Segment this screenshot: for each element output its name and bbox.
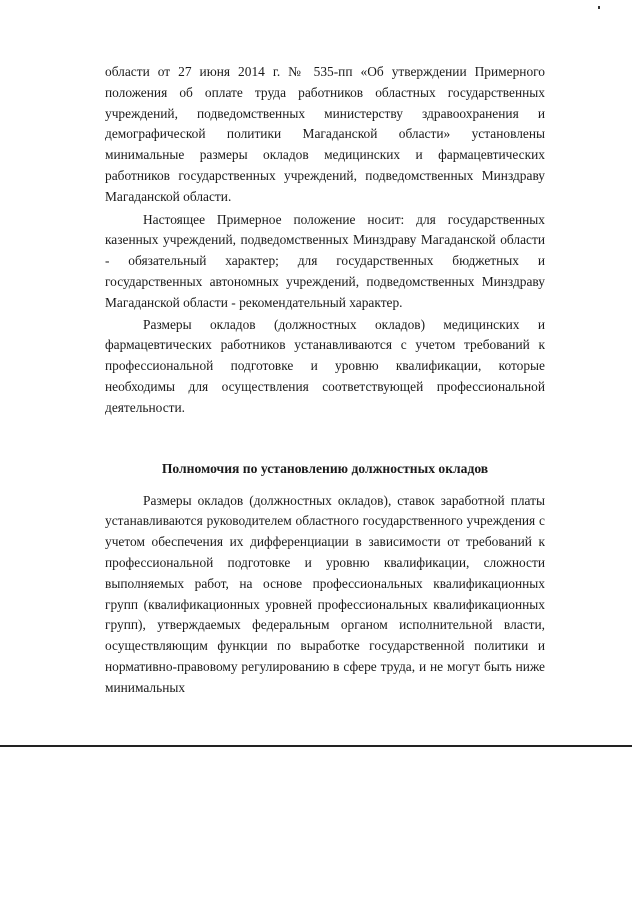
document-page xyxy=(105,62,545,699)
paragraph-scope: Настоящее Примерное положение носит: для государственных казенных учреждений, подведомственных Минздраву Магаданской области - обязательный характер; для государственных бюджетных и государственных автономных учреждений, подведомственных Минздраву Магаданской области - рекомендательный характер. xyxy=(105,211,545,310)
scan-mark xyxy=(598,6,600,9)
paragraph-salary-authority: Размеры окладов (должностных окладов), ставок заработной платы устанавливаются руководителем областного государственного учреждения с учетом обеспечения их дифференциации в зависимости от требований к профессиональной подготовке и уровню квалификации, сложности выполняемых работ, на основе профессиональных квалификационных групп (квалификационных уровней профессиональных квалификационных групп), утверждаемых федеральным органом исполнительной власти, осуществляющим функции по выработке государственной политики и нормативно-правовому регулированию в сфере труда, и не могут быть ниже минимальных xyxy=(105,492,545,695)
paragraph-continuation: области от 27 июня 2014 г. № 535-пп «Об утверждении Примерного положения об оплате труда работников областных государственных учреждений, подведомственных министерству здравоохранения и демографической политики Магаданской области» установлены минимальные размеры окладов медицинских и фармацевтических работников государственных учреждений, подведомственных Минздраву Магаданской области. xyxy=(105,64,545,204)
paragraph-salary-requirements: Размеры окладов (должностных окладов) медицинских и фармацевтических работников устанавливаются с учетом требований к профессиональной подготовке и уровню квалификации, которые необходимы для осуществления соответствующей профессиональной деятельности. xyxy=(105,316,545,415)
section-heading: Полномочия по установлению должностных окладов xyxy=(161,460,489,476)
page-bottom-rule xyxy=(0,745,632,747)
